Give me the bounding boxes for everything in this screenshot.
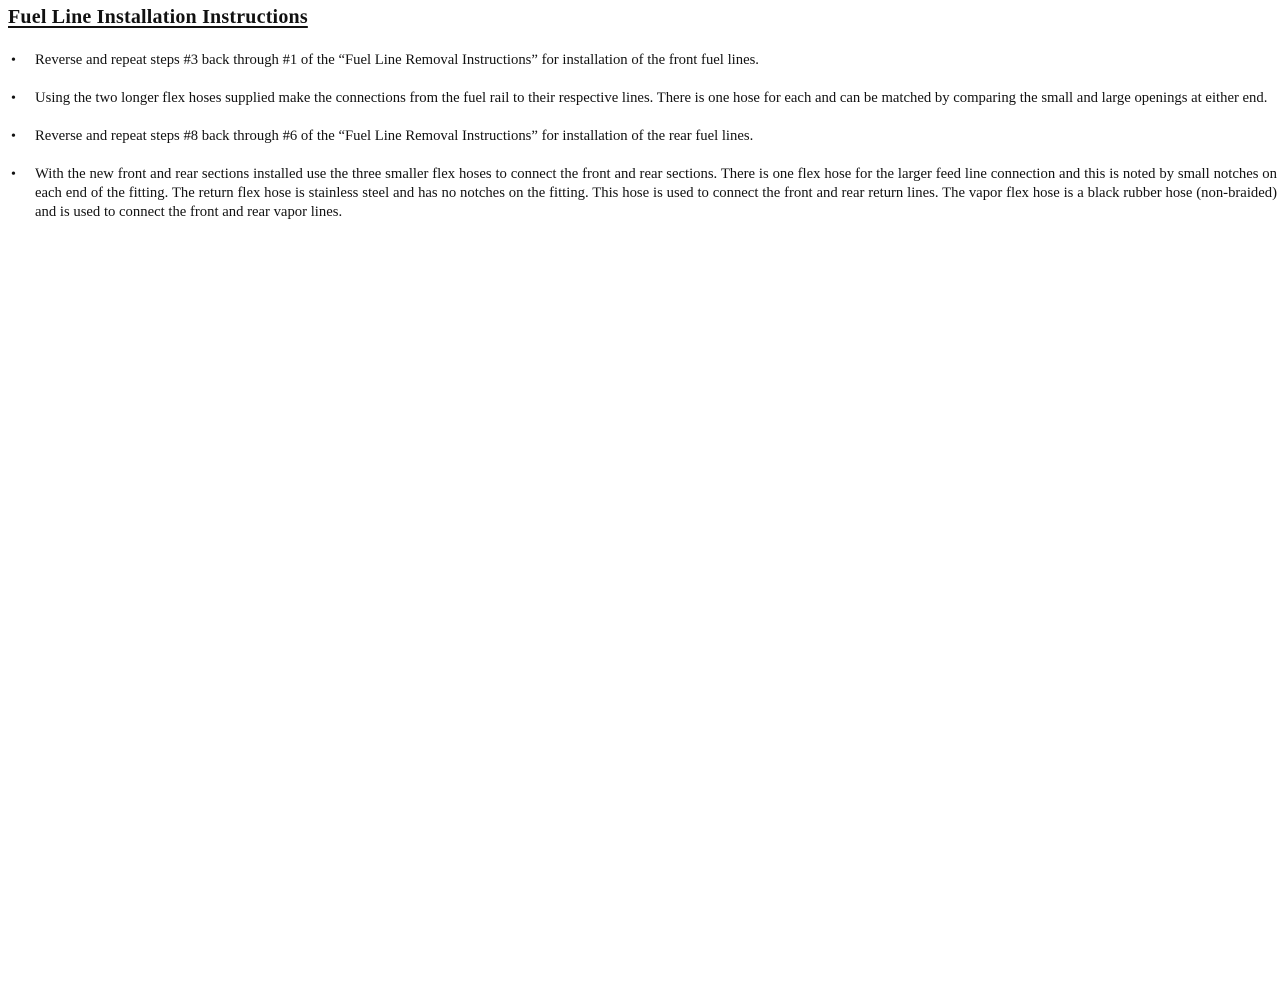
bullet-icon: • xyxy=(11,91,16,106)
list-item xyxy=(8,127,1277,146)
list-item xyxy=(8,165,1277,222)
list-item-text: Reverse and repeat steps #8 back through #6 of the “Fuel Line Removal Instructions” for installation of the rear fuel lines. xyxy=(35,128,754,144)
bullet-icon: • xyxy=(11,53,16,68)
list-item xyxy=(8,51,1277,70)
list-item-text: Using the two longer flex hoses supplied make the connections from the fuel rail to their respective lines. There is one hose for each and can be matched by comparing the small and large openings at either end. xyxy=(35,90,1268,106)
list-item xyxy=(8,89,1277,108)
bullet-icon: • xyxy=(11,129,16,144)
list-item-text: Reverse and repeat steps #3 back through #1 of the “Fuel Line Removal Instructions” for installation of the front fuel lines. xyxy=(35,52,759,68)
instruction-list xyxy=(8,51,1277,222)
page-title: Fuel Line Installation Instructions xyxy=(8,6,308,28)
list-item-text: With the new front and rear sections installed use the three smaller flex hoses to connect the front and rear sections. There is one flex hose for the larger feed line connection and this is noted by small notches on each end of the fitting. The return flex hose is stainless steel and has no notches on the fitting. This hose is used to connect the front and rear return lines. The vapor flex hose is a black rubber hose (non-braided) and is used to connect the front and rear vapor lines. xyxy=(35,166,1277,220)
bullet-icon: • xyxy=(11,167,16,182)
